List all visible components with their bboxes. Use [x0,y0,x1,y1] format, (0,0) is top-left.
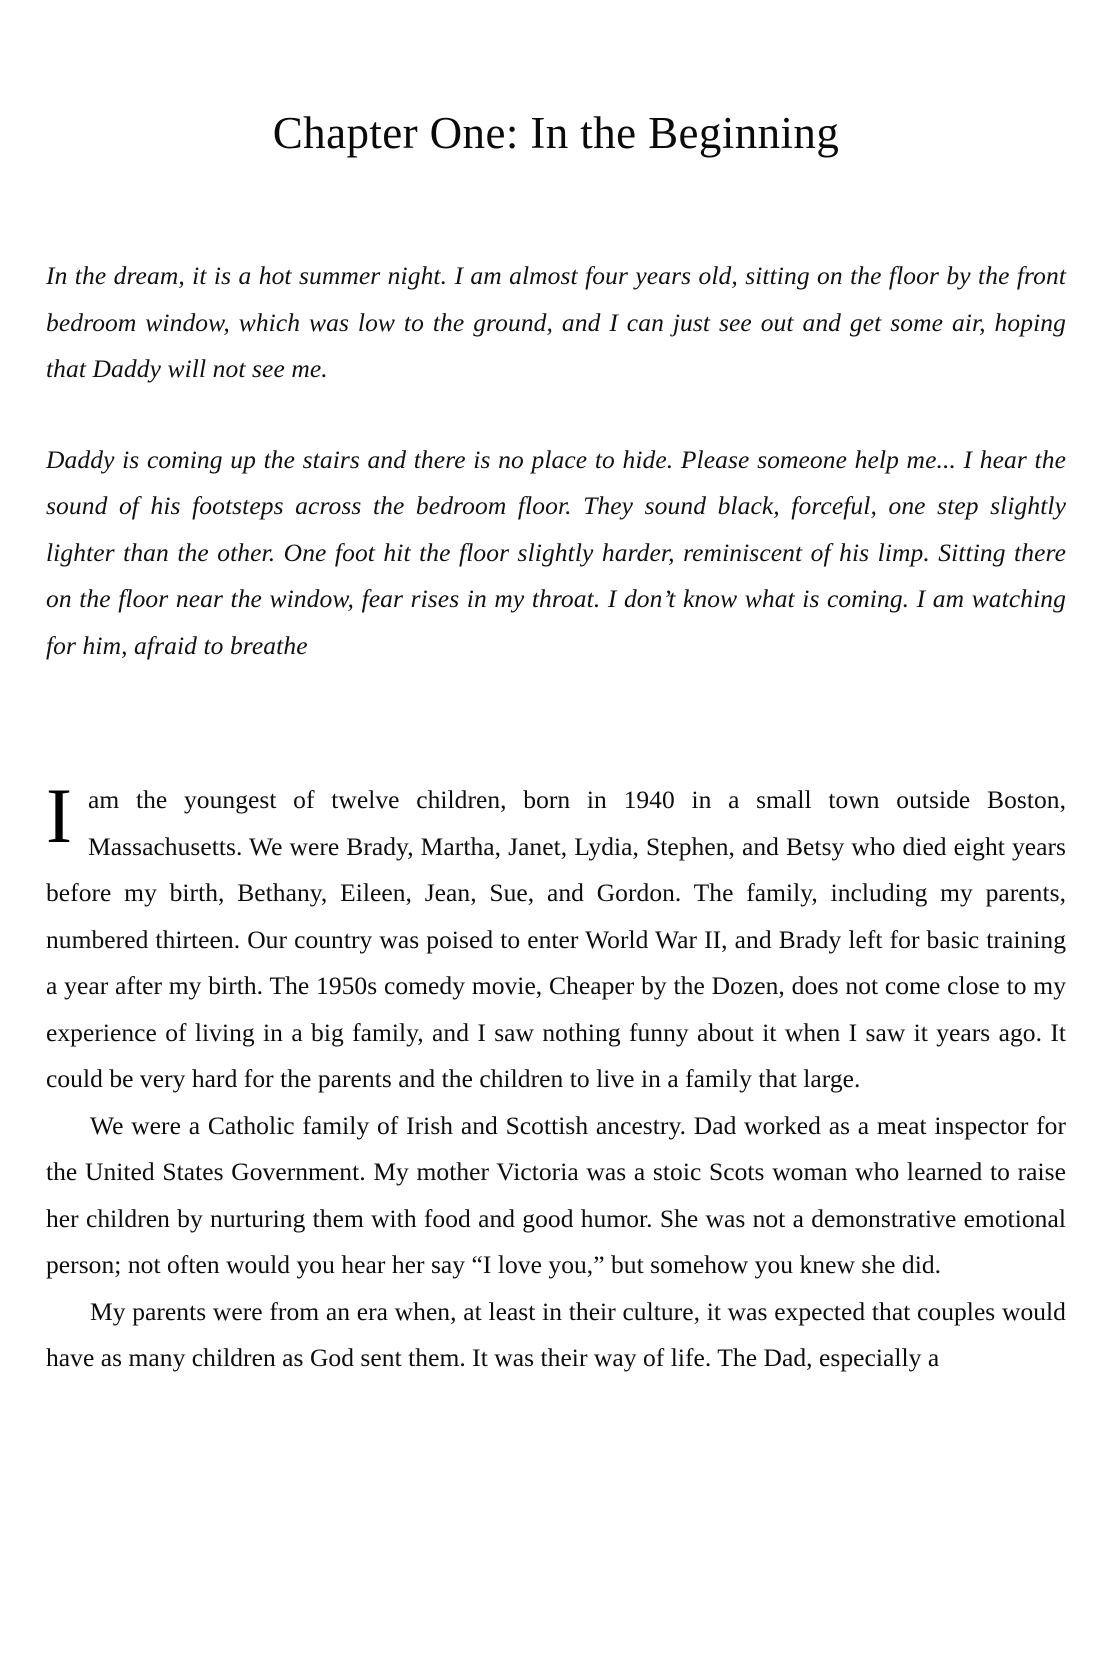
dream-paragraph-1: In the dream, it is a hot summer night. I am almost four years old, sitting on the floor by the front bedroom window, which was low to the ground, and I can just see out and get some air, hoping that Daddy will not see me. [46,261,1066,384]
body-paragraph-2: We were a Catholic family of Irish and Scottish ancestry. Dad worked as a meat inspector for the United States Government. My mother Victoria was a stoic Scots woman who learned to raise her children by nurturing them with food and good humor. She was not a demonstrative emotional person; not often would you hear her say “I love you,” but somehow you knew she did. [46,1110,1066,1280]
body-paragraph-3: My parents were from an era when, at least in their culture, it was expected that couples would have as many children as God sent them. It was their way of life. The Dad, especially a [46,1296,1066,1373]
dream-paragraph-2: Daddy is coming up the stairs and there is no place to hide. Please someone help me... I hear the sound of his footsteps across the bedroom floor. They sound black, forceful, one step slightly lighter than the other. One foot hit the floor slightly harder, reminiscent of his limp. Sitting there on the floor near the window, fear rises in my throat. I don’t know what is coming. I am watching for him, afraid to breathe [46,444,1066,660]
body-paragraph-1 [46,772,1066,1103]
dream-sequence-block [46,253,1066,669]
body-text-block [46,772,1066,1382]
drop-cap-letter: I [46,772,73,860]
body-paragraph-1-text: am the youngest of twelve children, born in 1940 in a small town outside Boston, Massachusetts. We were Brady, Martha, Janet, Lydia, Stephen, and Betsy who died eight years before my birth, Bethany, Eileen, Jean, Sue, and Gordon. The family, including my parents, numbered thirteen. Our country was poised to enter World War II, and Brady left for basic training a year after my birth. The 1950s comedy movie, Cheaper by the Dozen, does not come close to my experience of living in a big family, and I saw nothing funny about it when I saw it years ago. It could be very hard for the parents and the children to live in a family that large. [46,785,1066,1094]
page-title: Chapter One: In the Beginning [272,108,840,158]
